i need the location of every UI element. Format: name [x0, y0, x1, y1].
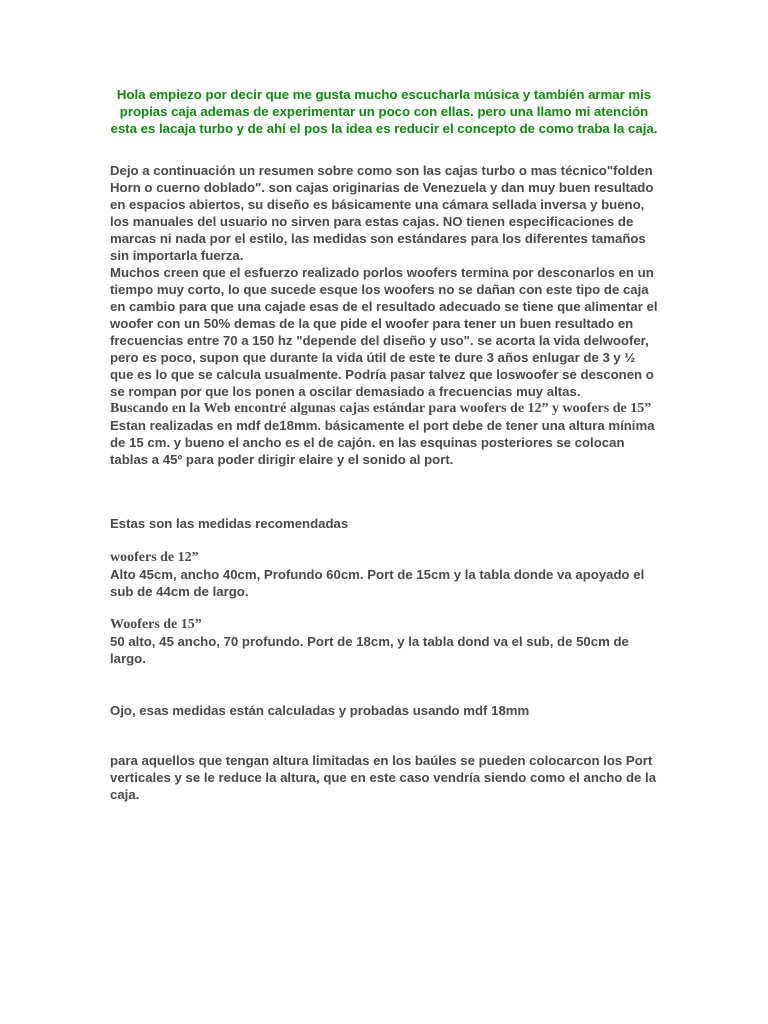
recommended-line: Estas son las medidas recomendadas	[110, 516, 349, 531]
paragraph-woofer-effort: Muchos creen que el esfuerzo realizado porlos woofers termina por desconarlos en un tiempo muy corto, lo que sucede esque los woofers no se dañan con este tipo de caja en cambio para que una cajade esas de el resultado adecuado se tiene que alimentar el woofer con un 50% demas de la que pide el woofer para tener un buen resultado en frecuencias entre 70 a 150 hz "depende del diseño y uso". se acorta la vida delwoofer, pero es poco, supon que durante la vida útil de este te dure 3 años enlugar de 3 y ½ que es lo que se calcula usualmente. Podría pasar talvez que loswoofer se desconen o se rompan por que los ponen a oscilar demasiado a frecuencias muy altas.	[110, 265, 658, 399]
main-text-block	[110, 162, 660, 468]
mdf-note: Ojo, esas medidas están calculadas y probadas usando mdf 18mm	[110, 703, 530, 718]
paragraph-turbo-summary: Dejo a continuación un resumen sobre como son las cajas turbo o mas técnico"folden Horn o cuerno doblado". son cajas originarias de Venezuela y dan muy buen resultado en espacios abiertos, su diseño es básicamente una cámara sellada inversa y bueno, los manuales del usuario no sirven para estas cajas. NO tienen especificaciones de marcas ni nada por el estilo, las medidas son estándares para los diferentes tamaños sin importarla fuerza.	[110, 163, 654, 263]
woofers-15-section	[110, 616, 660, 667]
paragraph-construction: Estan realizadas en mdf de18mm. básicamente el port debe de tener una altura mínima de 15 cm. y bueno el ancho es el de cajón. en las esquinas posteriores se colocan tablas a 45º para poder dirigir elaire y el sonido al port.	[110, 418, 655, 467]
intro-paragraph: Hola empiezo por decir que me gusta mucho escucharla música y también armar mis propias caja ademas de experimentar un poco con ellas. pero una llamo mi atención esta es lacaja turbo y de ahí el pos la idea es reducir el concepto de como traba la caja.	[110, 87, 658, 136]
web-search-heading: Buscando en la Web encontré algunas cajas estándar para woofers de 12” y woofers de 15”	[110, 401, 652, 416]
woofers-12-measurements: Alto 45cm, ancho 40cm, Profundo 60cm. Port de 15cm y la tabla donde va apoyado el sub de 44cm de largo.	[110, 567, 645, 599]
woofers-15-measurements: 50 alto, 45 ancho, 70 profundo. Port de 18cm, y la tabla dond va el sub, de 50cm de largo.	[110, 634, 629, 666]
woofers-12-section	[110, 549, 660, 600]
closing-paragraph: para aquellos que tengan altura limitadas en los baúles se pueden colocarcon los Port verticales y se le reduce la altura, que en este caso vendría siendo como el ancho de la caja.	[110, 753, 657, 802]
woofers-12-heading: woofers de 12”	[110, 550, 199, 565]
woofers-15-heading: Woofers de 15”	[110, 617, 202, 632]
